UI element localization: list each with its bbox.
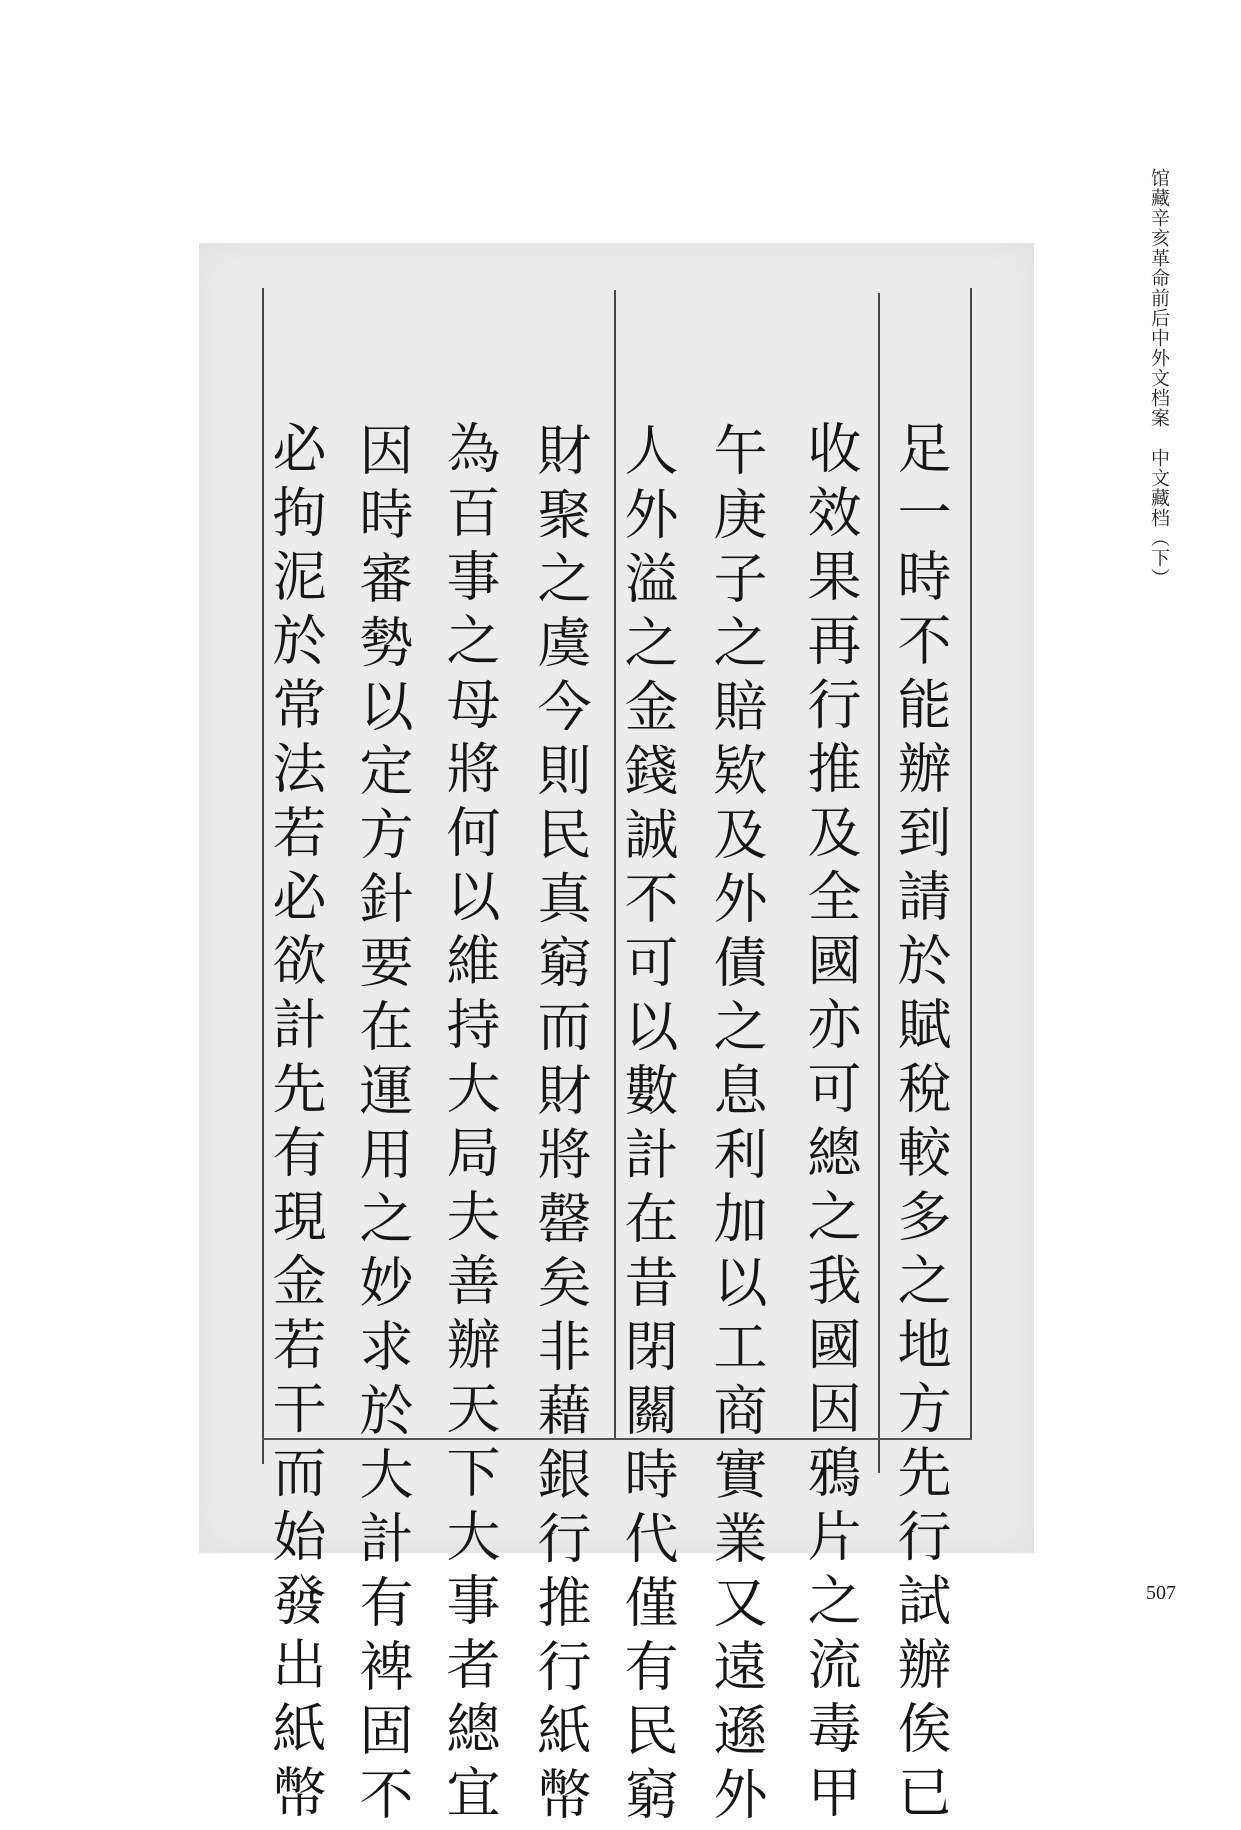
text-column-5: 財聚之虞今則民真窮而財將罄矣非藉銀行推行紙幣 bbox=[529, 422, 592, 1830]
manuscript-page bbox=[262, 288, 972, 1830]
column-rule-right bbox=[970, 288, 972, 1438]
text-column-4: 人外溢之金錢誠不可以數計在昔閉關時代僅有民窮 bbox=[616, 422, 679, 1830]
running-header: 馆藏辛亥革命前后中外文档案 中文藏档（下） bbox=[1148, 168, 1170, 588]
text-column-7: 因時審勢以定方針要在運用之妙求於大計有裨固不 bbox=[351, 422, 414, 1830]
text-column-6: 為百事之母將何以維持大局夫善辦天下大事者總宜 bbox=[438, 420, 501, 1828]
text-column-8: 必拘泥於常法若必欲計先有現金若干而始發出紙幣 bbox=[264, 420, 327, 1828]
page-number: 507 bbox=[1146, 1582, 1176, 1604]
text-column-2: 收效果再行推及全國亦可總之我國因鴉片之流毒甲 bbox=[799, 420, 862, 1828]
manuscript-scan bbox=[199, 243, 1034, 1830]
text-column-3: 午庚子之賠欵及外債之息利加以工商實業又遠遜外 bbox=[705, 422, 768, 1830]
column-rule bbox=[878, 293, 880, 1473]
text-column-1: 足一時不能辦到請於賦稅較多之地方先行試辦俟已 bbox=[889, 420, 952, 1828]
